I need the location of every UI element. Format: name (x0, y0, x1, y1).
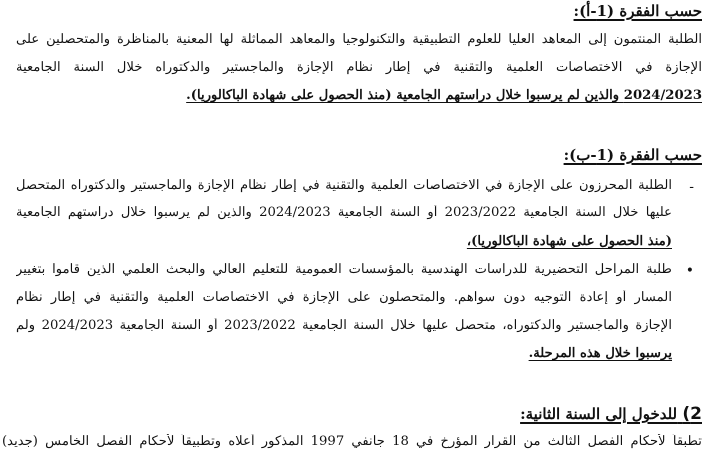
bullet-2-line-1: طلبة المراحل التحضيرية للدراسات الهندسية بالمؤسسات العمومية للتعليم العالي والبحث العلمي الذين قاموا بتغيير (16, 262, 672, 277)
section-b-heading: حسب الفقرة (1-ب): (563, 146, 702, 164)
bullet-2-line-2: المسار أو إعادة التوجيه دون سواهم. والمتحصلون على الإجازة في الاختصاصات العلمية والتقنية في إطار نظام (16, 290, 672, 305)
section-a-line-3-text: 2024/2023 والذين لم يرسبوا خلال دراستهم الجامعية (منذ الحصول على شهادة الباكالوريا). (186, 88, 702, 103)
bullet-2-line-3: الإجازة والماجستير والدكتوراه، متحصل عليها خلال السنة الجامعية 2023/2022 أو السنة الجامعية 2024/2023 ولم (16, 318, 672, 333)
section-a-line-3 (16, 88, 702, 103)
bullet-1-line-3: (منذ الحصول على شهادة الباكالوريا)، (466, 234, 672, 249)
section-2-heading (520, 404, 702, 424)
section-2-title: للدخول إلى السنة الثانية: (520, 405, 678, 423)
section-a-line-1: الطلبة المنتمون إلى المعاهد العليا للعلوم التطبيقية والتكنولوجيا والمعاهد المماثلة لها المعنية بالمناظرة والمتحصلين على (16, 32, 702, 47)
bullet-2-marker: • (685, 263, 694, 279)
section-2-number: 2) (682, 404, 702, 424)
section-2-line-1: تطبقاً لأحكام الفصل الثالث من القرار المؤرخ في 18 جانفي 1997 المذكور أعلاه وتطبيقاً لأحكام الفصل الخامس (جديد) (2, 434, 702, 449)
bullet-1-line-1: الطلبة المحرزون على الإجازة في الاختصاصات العلمية والتقنية في إطار نظام الإجازة والماجستير والدكتوراه المتحصل (16, 178, 672, 193)
bullet-1-marker: - (689, 179, 694, 195)
section-a-line-2: الإجازة في الاختصاصات العلمية والتقنية في إطار نظام الإجازة والماجستير والدكتوراه خلال السنة الجامعية (16, 60, 702, 75)
section-a-heading: حسب الفقرة (1-أ): (573, 2, 702, 20)
bullet-2-line-4: يرسبوا خلال هذه المرحلة. (528, 346, 672, 361)
bullet-1-line-2: عليها خلال السنة الجامعية 2023/2022 أو السنة الجامعية 2024/2023 والذين لم يرسبوا خلال دراستهم الجامعية (16, 205, 672, 220)
